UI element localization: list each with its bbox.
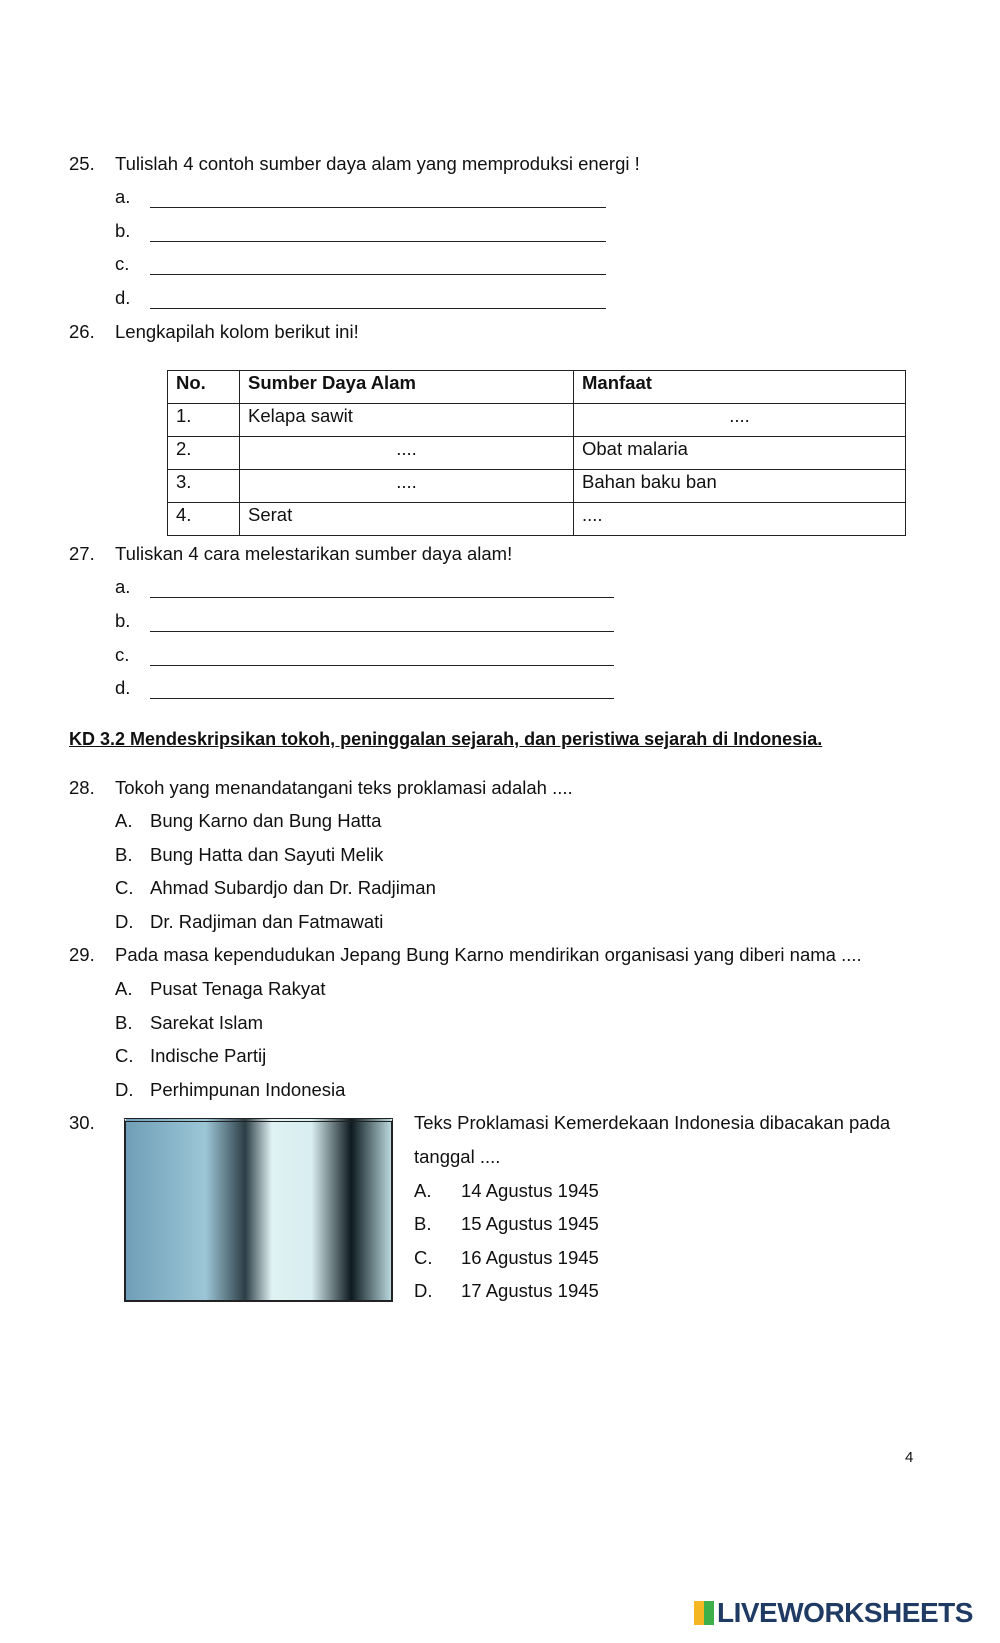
q25-letter-a: a.	[115, 186, 131, 207]
cell: 3.	[168, 470, 240, 503]
cell-blank[interactable]: ....	[574, 503, 906, 536]
table-row	[168, 470, 906, 503]
option-letter: D.	[115, 911, 134, 932]
cell: 2.	[168, 437, 240, 470]
q27-answer-line-b[interactable]	[150, 631, 614, 632]
cell: 4.	[168, 503, 240, 536]
option-letter: C.	[115, 1045, 134, 1066]
proclamation-photo	[124, 1118, 393, 1302]
page-number: 4	[905, 1449, 914, 1466]
q27-letter-d: d.	[115, 677, 131, 698]
q26-number: 26.	[69, 321, 95, 342]
logo-squares-icon	[694, 1601, 714, 1625]
liveworksheets-logo	[694, 1597, 973, 1629]
cell-blank[interactable]: ....	[240, 437, 574, 470]
q25-letter-c: c.	[115, 253, 130, 274]
q25-answer-line-a[interactable]	[150, 207, 606, 208]
cell: Bahan baku ban	[574, 470, 906, 503]
option-letter: A.	[414, 1180, 432, 1201]
option-text: 16 Agustus 1945	[461, 1247, 599, 1268]
q25-text: Tulislah 4 contoh sumber daya alam yang memproduksi energi !	[115, 153, 640, 174]
option-letter: D.	[414, 1280, 433, 1301]
cell: Obat malaria	[574, 437, 906, 470]
q25-answer-line-d[interactable]	[150, 308, 606, 309]
q27-letter-a: a.	[115, 576, 131, 597]
q30-text-line2: tanggal ....	[414, 1146, 501, 1167]
q27-answer-line-d[interactable]	[150, 698, 614, 699]
option-letter: B.	[414, 1213, 432, 1234]
option-text: 15 Agustus 1945	[461, 1213, 599, 1234]
option-text: Bung Karno dan Bung Hatta	[150, 810, 382, 831]
header-manfaat: Manfaat	[574, 371, 906, 404]
option-text: 17 Agustus 1945	[461, 1280, 599, 1301]
q25-answer-line-b[interactable]	[150, 241, 606, 242]
option-text: Dr. Radjiman dan Fatmawati	[150, 911, 384, 932]
option-letter: C.	[115, 877, 134, 898]
option-letter: A.	[115, 978, 133, 999]
sda-table	[167, 370, 906, 536]
q27-answer-line-a[interactable]	[150, 597, 614, 598]
q28-text: Tokoh yang menandatangani teks proklamasi adalah ....	[115, 777, 573, 798]
option-letter: B.	[115, 844, 133, 865]
q29-number: 29.	[69, 944, 95, 965]
option-letter: B.	[115, 1012, 133, 1033]
cell: 1.	[168, 404, 240, 437]
q25-number: 25.	[69, 153, 95, 174]
q27-text: Tuliskan 4 cara melestarikan sumber daya alam!	[115, 543, 513, 564]
q30-text-line1: Teks Proklamasi Kemerdekaan Indonesia dibacakan pada	[414, 1112, 891, 1133]
option-text: Sarekat Islam	[150, 1012, 264, 1033]
q30-number: 30.	[69, 1112, 95, 1133]
logo-text: LIVEWORKSHEETS	[717, 1597, 973, 1628]
q27-number: 27.	[69, 543, 95, 564]
q25-answer-line-c[interactable]	[150, 274, 606, 275]
option-letter: C.	[414, 1247, 433, 1268]
cell: Kelapa sawit	[240, 404, 574, 437]
q28-number: 28.	[69, 777, 95, 798]
table-row	[168, 404, 906, 437]
q26-text: Lengkapilah kolom berikut ini!	[115, 321, 359, 342]
option-letter: A.	[115, 810, 133, 831]
table-header-row	[168, 371, 906, 404]
q27-letter-c: c.	[115, 644, 130, 665]
option-text: Indische Partij	[150, 1045, 267, 1066]
header-no: No.	[168, 371, 240, 404]
option-text: 14 Agustus 1945	[461, 1180, 599, 1201]
cell-blank[interactable]: ....	[574, 404, 906, 437]
kd-heading: KD 3.2 Mendeskripsikan tokoh, peninggalan sejarah, dan peristiwa sejarah di Indonesia.	[69, 729, 823, 749]
option-text: Bung Hatta dan Sayuti Melik	[150, 844, 384, 865]
q29-text: Pada masa kependudukan Jepang Bung Karno mendirikan organisasi yang diberi nama ....	[115, 944, 862, 965]
table-row	[168, 437, 906, 470]
q27-letter-b: b.	[115, 610, 131, 631]
q25-letter-b: b.	[115, 220, 131, 241]
q27-answer-line-c[interactable]	[150, 665, 614, 666]
q25-letter-d: d.	[115, 287, 131, 308]
header-sumber: Sumber Daya Alam	[240, 371, 574, 404]
table-row	[168, 503, 906, 536]
option-text: Pusat Tenaga Rakyat	[150, 978, 326, 999]
cell-blank[interactable]: ....	[240, 470, 574, 503]
option-letter: D.	[115, 1079, 134, 1100]
option-text: Ahmad Subardjo dan Dr. Radjiman	[150, 877, 436, 898]
cell: Serat	[240, 503, 574, 536]
option-text: Perhimpunan Indonesia	[150, 1079, 346, 1100]
